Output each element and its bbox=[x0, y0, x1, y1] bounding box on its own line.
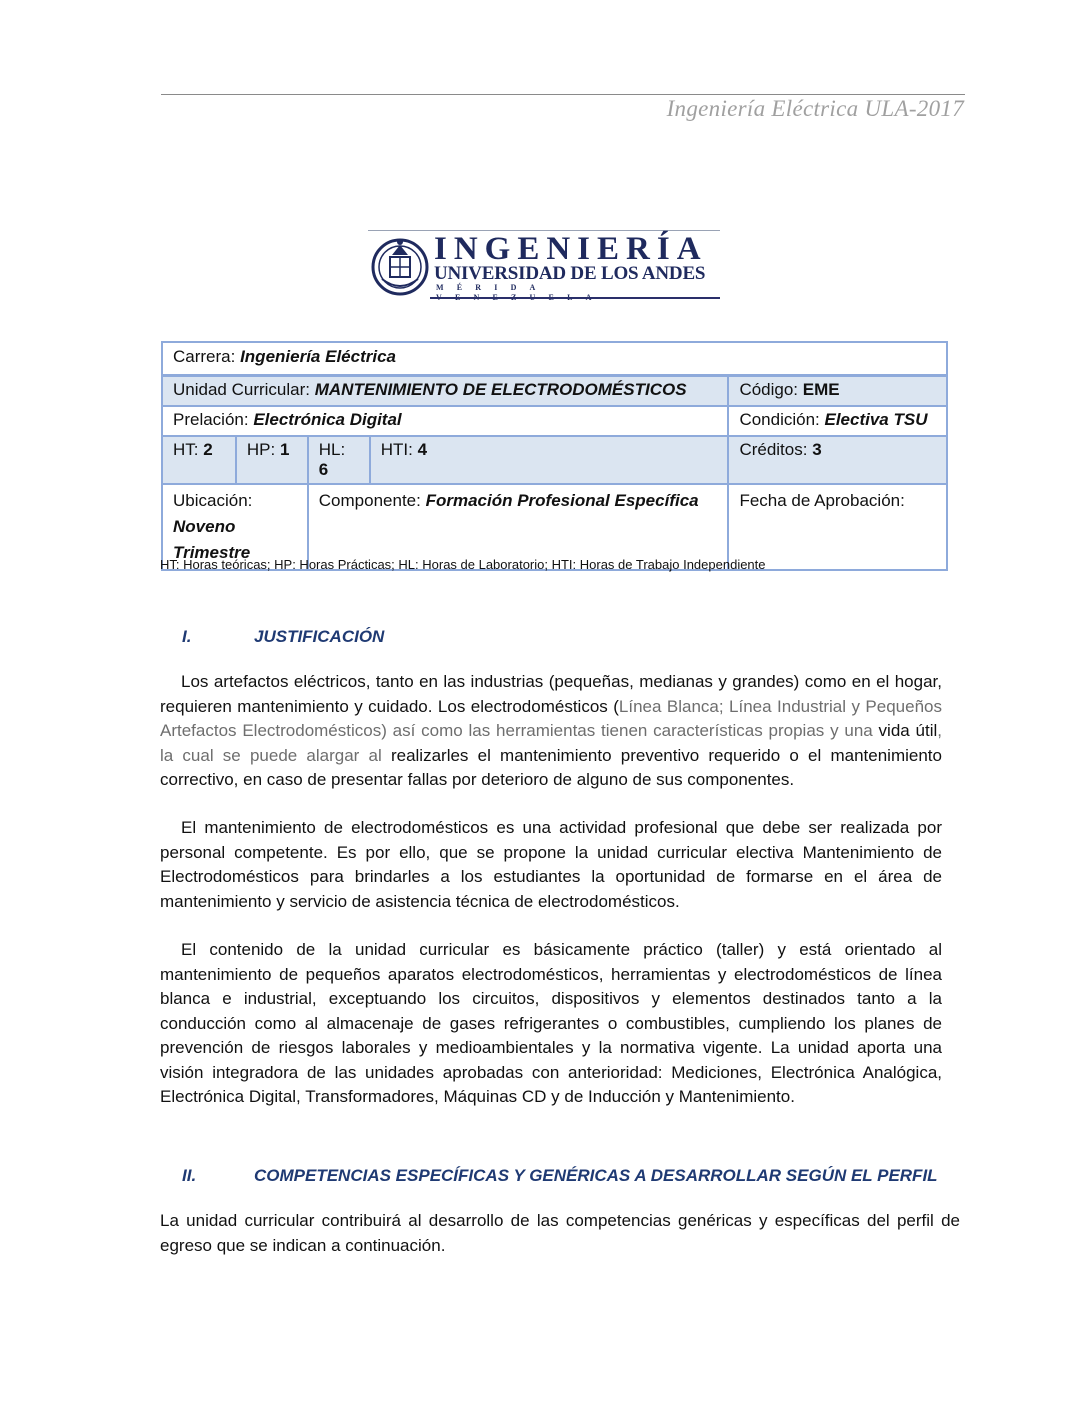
ht-label: HT: bbox=[173, 440, 204, 459]
ht-value: 2 bbox=[203, 440, 213, 459]
row-unidad bbox=[162, 376, 947, 407]
header-rule bbox=[161, 94, 965, 95]
componente-value: Formación Profesional Específica bbox=[425, 491, 699, 510]
codigo-label: Código: bbox=[739, 380, 803, 399]
section-1-number: I. bbox=[182, 627, 192, 646]
componente-label: Componente: bbox=[318, 491, 426, 510]
condicion-label: Condición: bbox=[739, 410, 825, 429]
cell-carrera bbox=[162, 342, 947, 376]
cell-hl bbox=[308, 436, 370, 484]
cell-unidad bbox=[162, 376, 728, 407]
ubicacion-value-1: Noveno bbox=[173, 517, 236, 536]
header-title: Ingeniería Eléctrica ULA-2017 bbox=[666, 96, 964, 121]
row-horas bbox=[162, 436, 947, 484]
section-2-number: II. bbox=[182, 1166, 197, 1185]
prelacion-value: Electrónica Digital bbox=[253, 410, 402, 429]
unidad-value: MANTENIMIENTO DE ELECTRODOMÉSTICOS bbox=[314, 380, 687, 399]
cell-creditos bbox=[728, 436, 947, 484]
cell-condicion bbox=[728, 406, 947, 436]
logo-title: INGENIERÍA bbox=[434, 231, 708, 267]
cell-ht bbox=[162, 436, 236, 484]
cell-hp bbox=[236, 436, 308, 484]
ubicacion-label: Ubicación: bbox=[173, 491, 253, 510]
condicion-value: Electiva TSU bbox=[824, 410, 928, 429]
hp-value: 1 bbox=[279, 440, 290, 459]
codigo-value: EME bbox=[802, 380, 840, 399]
logo-bottom-line bbox=[430, 297, 720, 299]
logo-location: MÉRIDA bbox=[436, 283, 549, 292]
unidad-label: Unidad Curricular: bbox=[173, 380, 315, 399]
row-prelacion bbox=[162, 406, 947, 436]
hl-value: 6 bbox=[318, 460, 329, 479]
university-seal-icon bbox=[370, 235, 430, 297]
ubicacion-value-2: Trimestre bbox=[173, 543, 251, 562]
carrera-label: Carrera: bbox=[173, 347, 241, 366]
cell-hti bbox=[370, 436, 729, 484]
hti-value: 4 bbox=[417, 440, 428, 459]
p1-part-a: Los artefactos eléctricos, tanto en las industrias (pequeñas, medianas y grandes) como en el hogar, requieren mantenimiento y cuidado. Los electrodomésticos ( bbox=[160, 672, 942, 716]
creditos-value: 3 bbox=[812, 440, 822, 459]
p1-part-d: , la cual se puede alargar al bbox=[160, 721, 942, 765]
logo-university: UNIVERSIDAD DE LOS ANDES bbox=[434, 263, 706, 284]
section-1-paragraph-1 bbox=[160, 670, 942, 793]
cell-codigo bbox=[728, 376, 947, 407]
creditos-label: Créditos: bbox=[739, 440, 813, 459]
hl-label: HL: bbox=[318, 440, 346, 459]
prelacion-label: Prelación: bbox=[173, 410, 254, 429]
section-1-paragraph-2: El mantenimiento de electrodomésticos es una actividad profesional que debe ser realizada por personal competente. Es por ello, que se propone la unidad curricular electiva Mantenimiento de Electrodomésticos para brindarles a los estudiantes la oportunidad de formarse en el área de mantenimiento y servicio de asistencia técnica de electrodomésticos. bbox=[160, 818, 942, 911]
section-1-paragraph-3: El contenido de la unidad curricular es básicamente práctico (taller) y está orientado al mantenimiento de pequeños aparatos electrodomésticos, herramientas y electrodomésticos de línea blanca e industrial, exceptuando los circuitos, dispositivos y elementos destinados tanto a la conducción como al almacenaje de gases refrigerantes o combustibles, cumpliendo los planes de prevención de riesgos laborales y medioambientales y la normativa vigente. La unidad aporta una visión integradora de las unidades aprobadas con anterioridad: Mediciones, Electrónica Analógica, Electrónica Digital, Transformadores, Máquinas CD y de Inducción y Mantenimiento. bbox=[160, 940, 942, 1106]
row-carrera bbox=[162, 342, 947, 376]
p1-part-e: realizarles el mantenimiento preventivo requerido o el mantenimiento correctivo, en caso de presentar fallas por deterioro de alguno de sus componentes. bbox=[160, 745, 942, 789]
faculty-logo bbox=[368, 230, 720, 300]
p1-part-b: Línea Blanca; Línea Industrial y Pequeños Artefactos Electrodomésticos) así como las herramientas tienen características propias y una bbox=[160, 696, 942, 740]
cell-prelacion bbox=[162, 406, 728, 436]
hti-label: HTI: bbox=[380, 440, 418, 459]
fecha-label: Fecha de Aprobación: bbox=[739, 491, 905, 510]
section-2-title: COMPETENCIAS ESPECÍFICAS Y GENÉRICAS A DESARROLLAR SEGÚN EL PERFIL bbox=[254, 1166, 938, 1185]
course-info-table bbox=[161, 341, 948, 571]
table-footnote: HT: Horas teóricas; HP: Horas Prácticas; HL: Horas de Laboratorio; HTI: Horas de Trabajo Independiente bbox=[160, 557, 766, 572]
carrera-value: Ingeniería Eléctrica bbox=[240, 347, 396, 366]
section-1-title: JUSTIFICACIÓN bbox=[254, 627, 385, 646]
hp-label: HP: bbox=[246, 440, 280, 459]
section-2-paragraph-1: La unidad curricular contribuirá al desarrollo de las competencias genéricas y específicas del perfil de egreso que se indican a continuación. bbox=[160, 1211, 960, 1255]
p1-part-c: vida útil bbox=[872, 721, 938, 740]
